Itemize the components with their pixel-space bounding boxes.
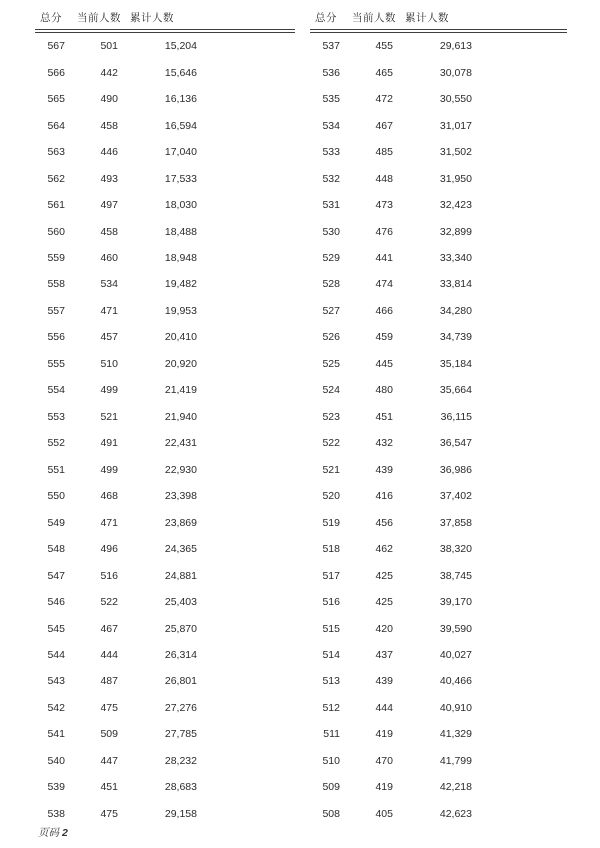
page-number-label: 页码 [38,827,59,839]
total-score-cell: 566 [47,66,65,79]
cumulative-count-cell: 25,870 [164,622,197,635]
current-count-cell: 457 [100,331,118,344]
total-score-cell: 544 [47,649,65,662]
total-score-cell: 555 [47,357,65,370]
table-row [35,642,295,668]
cumulative-count-cell: 36,115 [440,410,472,423]
cumulative-count-cell: 40,910 [439,701,472,714]
header-current-count: 当前人数 [77,12,121,24]
table-row [310,324,567,350]
table-row [35,165,295,191]
cumulative-count-cell: 35,664 [439,384,472,397]
current-count-cell: 472 [375,93,393,106]
cumulative-count-cell: 18,488 [164,225,197,238]
cumulative-count-cell: 15,204 [164,40,197,53]
table-row [35,351,295,377]
current-count-cell: 439 [375,463,393,476]
table-row [310,404,567,430]
table-row [35,589,295,615]
current-count-cell: 534 [100,278,118,291]
total-score-cell: 532 [322,172,340,185]
current-count-cell: 439 [375,675,393,688]
current-count-cell: 455 [375,40,393,53]
cumulative-count-cell: 41,799 [439,754,472,767]
table-row [35,33,295,59]
total-score-cell: 549 [47,516,65,529]
current-count-cell: 441 [375,251,393,264]
header-total-score: 总分 [40,12,62,24]
total-score-cell: 516 [322,596,340,609]
total-score-cell: 541 [47,728,65,741]
total-score-cell: 511 [323,728,340,741]
total-score-cell: 554 [47,384,65,397]
cumulative-count-cell: 35,184 [439,357,472,370]
total-score-cell: 523 [322,410,340,423]
table-row [35,86,295,112]
current-count-cell: 448 [375,172,393,185]
cumulative-count-cell: 32,423 [439,199,472,212]
total-score-cell: 556 [47,331,65,344]
cumulative-count-cell: 32,899 [439,225,472,238]
table-row [310,165,567,191]
total-score-cell: 525 [322,357,340,370]
cumulative-count-cell: 23,398 [164,490,197,503]
table-row [35,562,295,588]
total-score-cell: 533 [322,146,340,159]
table-row [310,139,567,165]
table-row [35,774,295,800]
total-score-cell: 520 [322,490,340,503]
table-row [310,801,567,827]
current-count-cell: 425 [375,596,393,609]
cumulative-count-cell: 38,320 [439,543,472,556]
table-row [310,748,567,774]
total-score-cell: 538 [47,807,65,820]
current-count-cell: 497 [100,199,118,212]
cumulative-count-cell: 33,340 [439,251,472,264]
current-count-cell: 451 [100,781,118,794]
table-row [35,801,295,827]
total-score-cell: 528 [322,278,340,291]
table-row [310,271,567,297]
cumulative-count-cell: 40,466 [439,675,472,688]
total-score-cell: 517 [322,569,340,582]
table-row [310,642,567,668]
current-count-cell: 480 [375,384,393,397]
table-row [35,430,295,456]
total-score-cell: 535 [322,93,340,106]
total-score-cell: 539 [47,781,65,794]
current-count-cell: 509 [100,728,118,741]
total-score-cell: 560 [47,225,65,238]
cumulative-count-cell: 22,930 [164,463,197,476]
table-row [35,377,295,403]
current-count-cell: 444 [375,701,393,714]
score-table-right [310,8,567,827]
header-cumulative-count: 累计人数 [130,12,174,24]
total-score-cell: 536 [322,66,340,79]
current-count-cell: 490 [100,93,118,106]
table-row [35,139,295,165]
total-score-cell: 537 [322,40,340,53]
table-row [35,721,295,747]
cumulative-count-cell: 18,030 [164,199,197,212]
current-count-cell: 491 [100,437,118,450]
total-score-cell: 540 [47,754,65,767]
current-count-cell: 499 [100,384,118,397]
total-score-cell: 529 [322,251,340,264]
cumulative-count-cell: 29,158 [164,807,197,820]
cumulative-count-cell: 15,646 [164,66,197,79]
cumulative-count-cell: 24,881 [164,569,197,582]
total-score-cell: 553 [47,410,65,423]
header-cumulative-count: 累计人数 [405,12,449,24]
current-count-cell: 476 [375,225,393,238]
current-count-cell: 447 [100,754,118,767]
table-row [310,377,567,403]
total-score-cell: 512 [322,701,340,714]
current-count-cell: 471 [100,304,118,317]
current-count-cell: 467 [375,119,393,132]
total-score-cell: 542 [47,701,65,714]
table-row [35,298,295,324]
current-count-cell: 446 [100,146,118,159]
current-count-cell: 458 [100,119,118,132]
cumulative-count-cell: 37,858 [439,516,472,529]
table-row [35,668,295,694]
total-score-cell: 565 [47,93,65,106]
current-count-cell: 470 [375,754,393,767]
table-row [310,59,567,85]
total-score-cell: 550 [47,490,65,503]
total-score-cell: 559 [47,251,65,264]
current-count-cell: 468 [100,490,118,503]
page-number-value: 2 [62,827,68,839]
current-count-cell: 475 [100,701,118,714]
cumulative-count-cell: 21,940 [164,410,197,423]
cumulative-count-cell: 39,170 [439,596,472,609]
current-count-cell: 456 [375,516,393,529]
table-row [310,615,567,641]
current-count-cell: 462 [375,543,393,556]
table-row [35,112,295,138]
current-count-cell: 501 [100,40,118,53]
table-row [310,112,567,138]
total-score-cell: 510 [322,754,340,767]
cumulative-count-cell: 30,550 [439,93,472,106]
cumulative-count-cell: 42,218 [439,781,472,794]
table-row [35,218,295,244]
cumulative-count-cell: 36,986 [439,463,472,476]
table-row [35,695,295,721]
current-count-cell: 473 [375,199,393,212]
cumulative-count-cell: 28,683 [164,781,197,794]
current-count-cell: 419 [375,781,393,794]
table-row [35,192,295,218]
cumulative-count-cell: 34,739 [439,331,472,344]
table-row [35,536,295,562]
cumulative-count-cell: 33,814 [439,278,472,291]
total-score-cell: 567 [47,40,65,53]
table-row [310,218,567,244]
table-row [310,536,567,562]
current-count-cell: 467 [100,622,118,635]
current-count-cell: 459 [375,331,393,344]
cumulative-count-cell: 31,502 [439,146,472,159]
cumulative-count-cell: 40,027 [439,649,472,662]
table-rows-right [310,33,567,827]
table-header-left [35,8,295,29]
cumulative-count-cell: 30,078 [439,66,472,79]
current-count-cell: 445 [375,357,393,370]
cumulative-count-cell: 38,745 [439,569,472,582]
total-score-cell: 522 [322,437,340,450]
current-count-cell: 499 [100,463,118,476]
total-score-cell: 514 [322,649,340,662]
total-score-cell: 524 [322,384,340,397]
cumulative-count-cell: 36,547 [439,437,472,450]
total-score-cell: 552 [47,437,65,450]
current-count-cell: 442 [100,66,118,79]
cumulative-count-cell: 20,920 [164,357,197,370]
table-row [310,695,567,721]
current-count-cell: 487 [100,675,118,688]
total-score-cell: 521 [322,463,340,476]
total-score-cell: 562 [47,172,65,185]
table-row [310,192,567,218]
table-row [310,457,567,483]
current-count-cell: 425 [375,569,393,582]
total-score-cell: 563 [47,146,65,159]
cumulative-count-cell: 27,785 [164,728,197,741]
total-score-cell: 513 [322,675,340,688]
table-row [310,33,567,59]
total-score-cell: 509 [322,781,340,794]
table-row [310,351,567,377]
cumulative-count-cell: 24,365 [164,543,197,556]
current-count-cell: 451 [375,410,393,423]
table-row [310,86,567,112]
header-current-count: 当前人数 [352,12,396,24]
total-score-cell: 551 [47,463,65,476]
current-count-cell: 420 [375,622,393,635]
cumulative-count-cell: 28,232 [164,754,197,767]
header-total-score: 总分 [315,12,337,24]
table-row [310,562,567,588]
current-count-cell: 510 [100,357,118,370]
cumulative-count-cell: 17,533 [164,172,197,185]
total-score-cell: 548 [47,543,65,556]
cumulative-count-cell: 21,419 [164,384,197,397]
current-count-cell: 496 [100,543,118,556]
cumulative-count-cell: 37,402 [439,490,472,503]
table-row [35,271,295,297]
total-score-cell: 546 [47,596,65,609]
cumulative-count-cell: 19,953 [164,304,197,317]
cumulative-count-cell: 16,594 [164,119,197,132]
current-count-cell: 485 [375,146,393,159]
table-row [35,615,295,641]
table-row [35,457,295,483]
total-score-cell: 531 [322,199,340,212]
cumulative-count-cell: 17,040 [164,146,197,159]
cumulative-count-cell: 26,314 [164,649,197,662]
total-score-cell: 558 [47,278,65,291]
total-score-cell: 515 [322,622,340,635]
cumulative-count-cell: 25,403 [164,596,197,609]
current-count-cell: 493 [100,172,118,185]
cumulative-count-cell: 31,017 [439,119,472,132]
current-count-cell: 522 [100,596,118,609]
table-row [310,509,567,535]
cumulative-count-cell: 26,801 [164,675,197,688]
total-score-cell: 557 [47,304,65,317]
cumulative-count-cell: 42,623 [439,807,472,820]
current-count-cell: 419 [375,728,393,741]
table-row [310,774,567,800]
table-row [310,483,567,509]
current-count-cell: 465 [375,66,393,79]
current-count-cell: 444 [100,649,118,662]
table-row [35,483,295,509]
score-table-left [35,8,295,827]
current-count-cell: 432 [375,437,393,450]
total-score-cell: 527 [322,304,340,317]
current-count-cell: 471 [100,516,118,529]
total-score-cell: 508 [322,807,340,820]
cumulative-count-cell: 18,948 [164,251,197,264]
current-count-cell: 460 [100,251,118,264]
total-score-cell: 547 [47,569,65,582]
table-rows-left [35,33,295,827]
table-header-right [310,8,567,29]
current-count-cell: 416 [375,490,393,503]
table-row [310,298,567,324]
current-count-cell: 521 [100,410,118,423]
table-row [310,589,567,615]
total-score-cell: 530 [322,225,340,238]
table-row [35,245,295,271]
table-row [310,721,567,747]
current-count-cell: 516 [100,569,118,582]
total-score-cell: 561 [47,199,65,212]
total-score-cell: 518 [322,543,340,556]
cumulative-count-cell: 29,613 [439,40,472,53]
table-row [35,404,295,430]
current-count-cell: 437 [375,649,393,662]
current-count-cell: 405 [375,807,393,820]
cumulative-count-cell: 41,329 [439,728,472,741]
table-row [310,245,567,271]
total-score-cell: 526 [322,331,340,344]
cumulative-count-cell: 31,950 [439,172,472,185]
current-count-cell: 458 [100,225,118,238]
table-row [35,748,295,774]
table-row [35,59,295,85]
cumulative-count-cell: 20,410 [164,331,197,344]
cumulative-count-cell: 34,280 [439,304,472,317]
current-count-cell: 466 [375,304,393,317]
cumulative-count-cell: 23,869 [164,516,197,529]
total-score-cell: 534 [322,119,340,132]
page-number-footer [38,825,68,840]
table-row [310,668,567,694]
cumulative-count-cell: 16,136 [164,93,197,106]
total-score-cell: 543 [47,675,65,688]
current-count-cell: 474 [375,278,393,291]
current-count-cell: 475 [100,807,118,820]
cumulative-count-cell: 27,276 [164,701,197,714]
table-row [35,324,295,350]
cumulative-count-cell: 39,590 [439,622,472,635]
total-score-cell: 519 [322,516,340,529]
table-row [35,509,295,535]
cumulative-count-cell: 19,482 [164,278,197,291]
cumulative-count-cell: 22,431 [164,437,197,450]
table-row [310,430,567,456]
total-score-cell: 545 [47,622,65,635]
total-score-cell: 564 [47,119,65,132]
